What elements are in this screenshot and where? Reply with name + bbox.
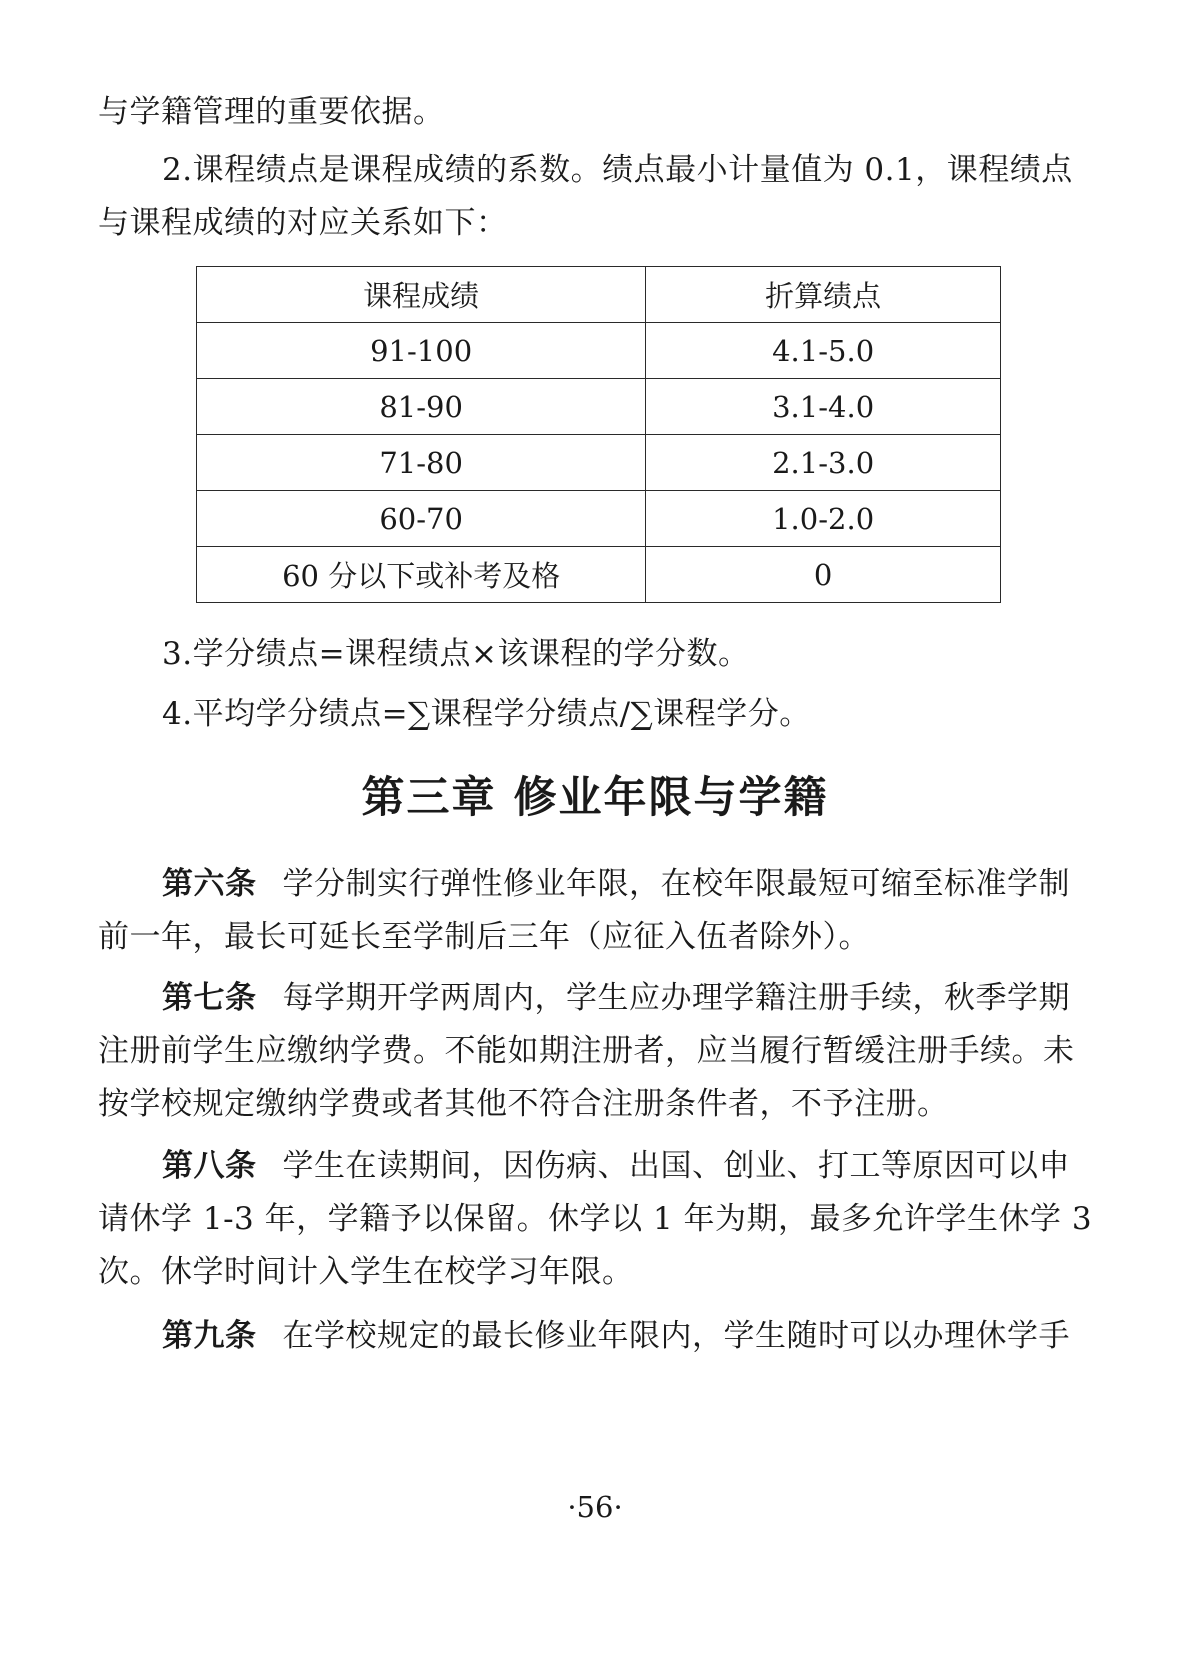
article-text: 在学校规定的最长修业年限内，学生随时可以办理休学手	[282, 1318, 1070, 1354]
table-row	[197, 379, 1001, 435]
page-number: ·56·	[567, 1490, 623, 1524]
article-8	[98, 1140, 1098, 1299]
table-row	[197, 435, 1001, 491]
table-header-cell: 课程成绩	[197, 267, 646, 323]
article-9	[98, 1310, 1098, 1363]
table-cell: 1.0-2.0	[646, 491, 1001, 547]
article-6	[98, 858, 1098, 964]
paragraph-item-4: 4.平均学分绩点=∑课程学分绩点/∑课程学分。	[162, 696, 811, 732]
table-row	[197, 323, 1001, 379]
article-7	[98, 972, 1098, 1131]
article-text: 学分制实行弹性修业年限，在校年限最短可缩至标准学制前一年，最长可延长至学制后三年（应征入伍者除外）。	[98, 866, 1070, 955]
table-cell: 3.1-4.0	[646, 379, 1001, 435]
article-label: 第八条	[162, 1148, 257, 1184]
table-cell: 0	[646, 547, 1001, 603]
article-label: 第七条	[162, 980, 257, 1016]
chapter-title: 第三章 修业年限与学籍	[361, 773, 829, 823]
paragraph-item-3: 3.学分绩点=课程绩点×该课程的学分数。	[162, 636, 750, 672]
table-cell: 81-90	[197, 379, 646, 435]
table-header-cell: 折算绩点	[646, 267, 1001, 323]
table-cell: 2.1-3.0	[646, 435, 1001, 491]
table-cell: 4.1-5.0	[646, 323, 1001, 379]
paragraph-continuation: 与学籍管理的重要依据。	[98, 94, 445, 130]
grade-point-table	[196, 266, 1001, 603]
table-row	[197, 491, 1001, 547]
paragraph-item-2: 2.课程绩点是课程成绩的系数。绩点最小计量值为 0.1，课程绩点与课程成绩的对应关系如下：	[98, 152, 1073, 241]
table-cell: 60 分以下或补考及格	[197, 547, 646, 603]
table-cell: 91-100	[197, 323, 646, 379]
table-header-row	[197, 267, 1001, 323]
table-cell: 71-80	[197, 435, 646, 491]
article-label: 第六条	[162, 866, 257, 902]
article-label: 第九条	[162, 1318, 257, 1354]
article-text: 学生在读期间，因伤病、出国、创业、打工等原因可以申请休学 1-3 年，学籍予以保留。休学以 1 年为期，最多允许学生休学 3 次。休学时间计入学生在校学习年限。	[98, 1148, 1093, 1290]
table-row	[197, 547, 1001, 603]
table-cell: 60-70	[197, 491, 646, 547]
article-text: 每学期开学两周内，学生应办理学籍注册手续，秋季学期注册前学生应缴纳学费。不能如期注册者，应当履行暂缓注册手续。未按学校规定缴纳学费或者其他不符合注册条件者，不予注册。	[98, 980, 1075, 1122]
